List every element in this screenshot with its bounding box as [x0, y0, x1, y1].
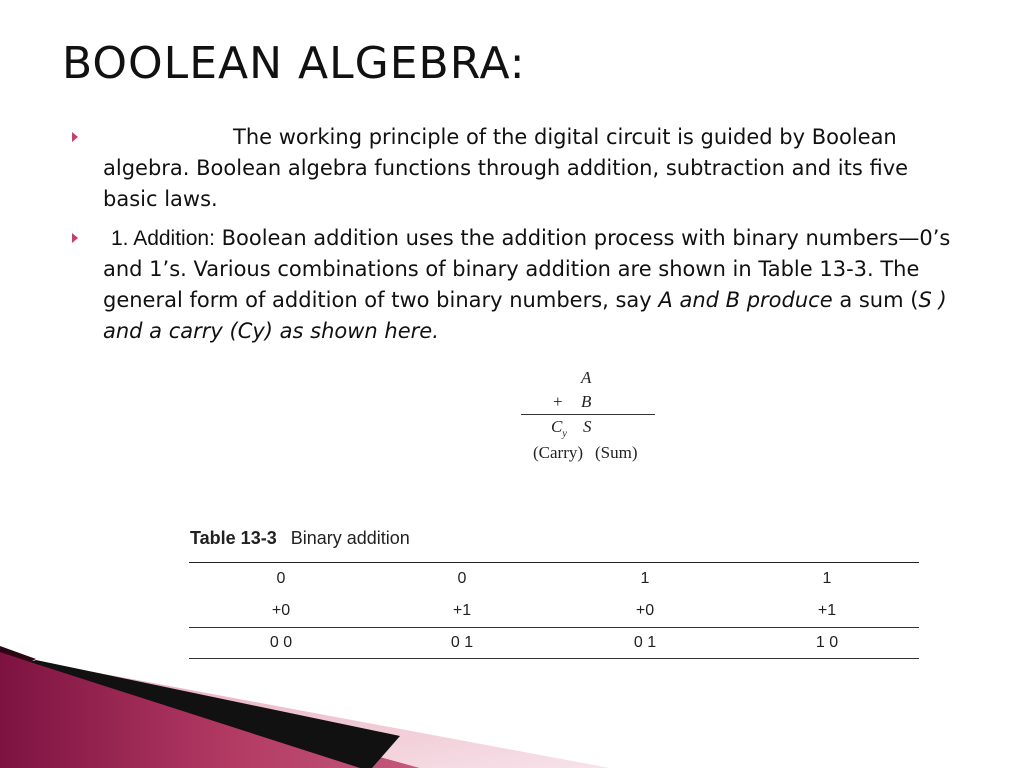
- table-cell: 0 1: [633, 634, 657, 651]
- bullet-addition-text-b: a sum (: [832, 288, 919, 312]
- table-caption-number: Table 13-3: [190, 528, 277, 548]
- table-cell: 1: [822, 570, 832, 587]
- bullet-addition-heading: 1. Addition:: [111, 227, 215, 250]
- sum-figure-plus: +: [553, 392, 563, 411]
- table-cell: +0: [635, 602, 655, 619]
- sum-figure-carry-letter: C: [551, 417, 563, 436]
- table-cell: +0: [271, 602, 291, 619]
- sum-figure-b: B: [581, 392, 592, 411]
- table-cell: 1: [640, 570, 650, 587]
- bullet-addition-italic-b: S ) and a carry (Cy) as shown here.: [103, 288, 947, 343]
- table-cell: 0: [457, 570, 467, 587]
- table-cell: +1: [452, 602, 472, 619]
- slide-title: BOOLEAN ALGEBRA:: [62, 38, 526, 89]
- bullet-addition-text-a: Boolean addition uses the addition process with binary numbers—0’s and 1’s. Various combinations of binary addition are shown in Table 13-3. The general form of addition of two binary numbers, say: [103, 226, 951, 312]
- table-cell: +1: [817, 602, 837, 619]
- sum-figure-sum-label: (Sum): [595, 443, 638, 462]
- table-cell: 1 0: [815, 634, 839, 651]
- sum-figure-carry-label: (Carry): [533, 443, 584, 462]
- table-caption-title: Binary addition: [290, 528, 410, 548]
- table-cell: 0: [276, 570, 286, 587]
- table-cell: 0 1: [450, 634, 474, 651]
- table-cell: 0 0: [269, 634, 293, 651]
- bullet-addition-italic-a: A and B produce: [658, 288, 833, 312]
- sum-figure-sum-symbol: S: [583, 417, 592, 436]
- sum-figure-a: A: [581, 368, 592, 387]
- sum-figure-carry-subscript: y: [562, 428, 567, 440]
- bullet-intro-text: The working principle of the digital circuit is guided by Boolean algebra. Boolean algebra functions through addition, subtraction and its five basic laws.: [103, 125, 909, 211]
